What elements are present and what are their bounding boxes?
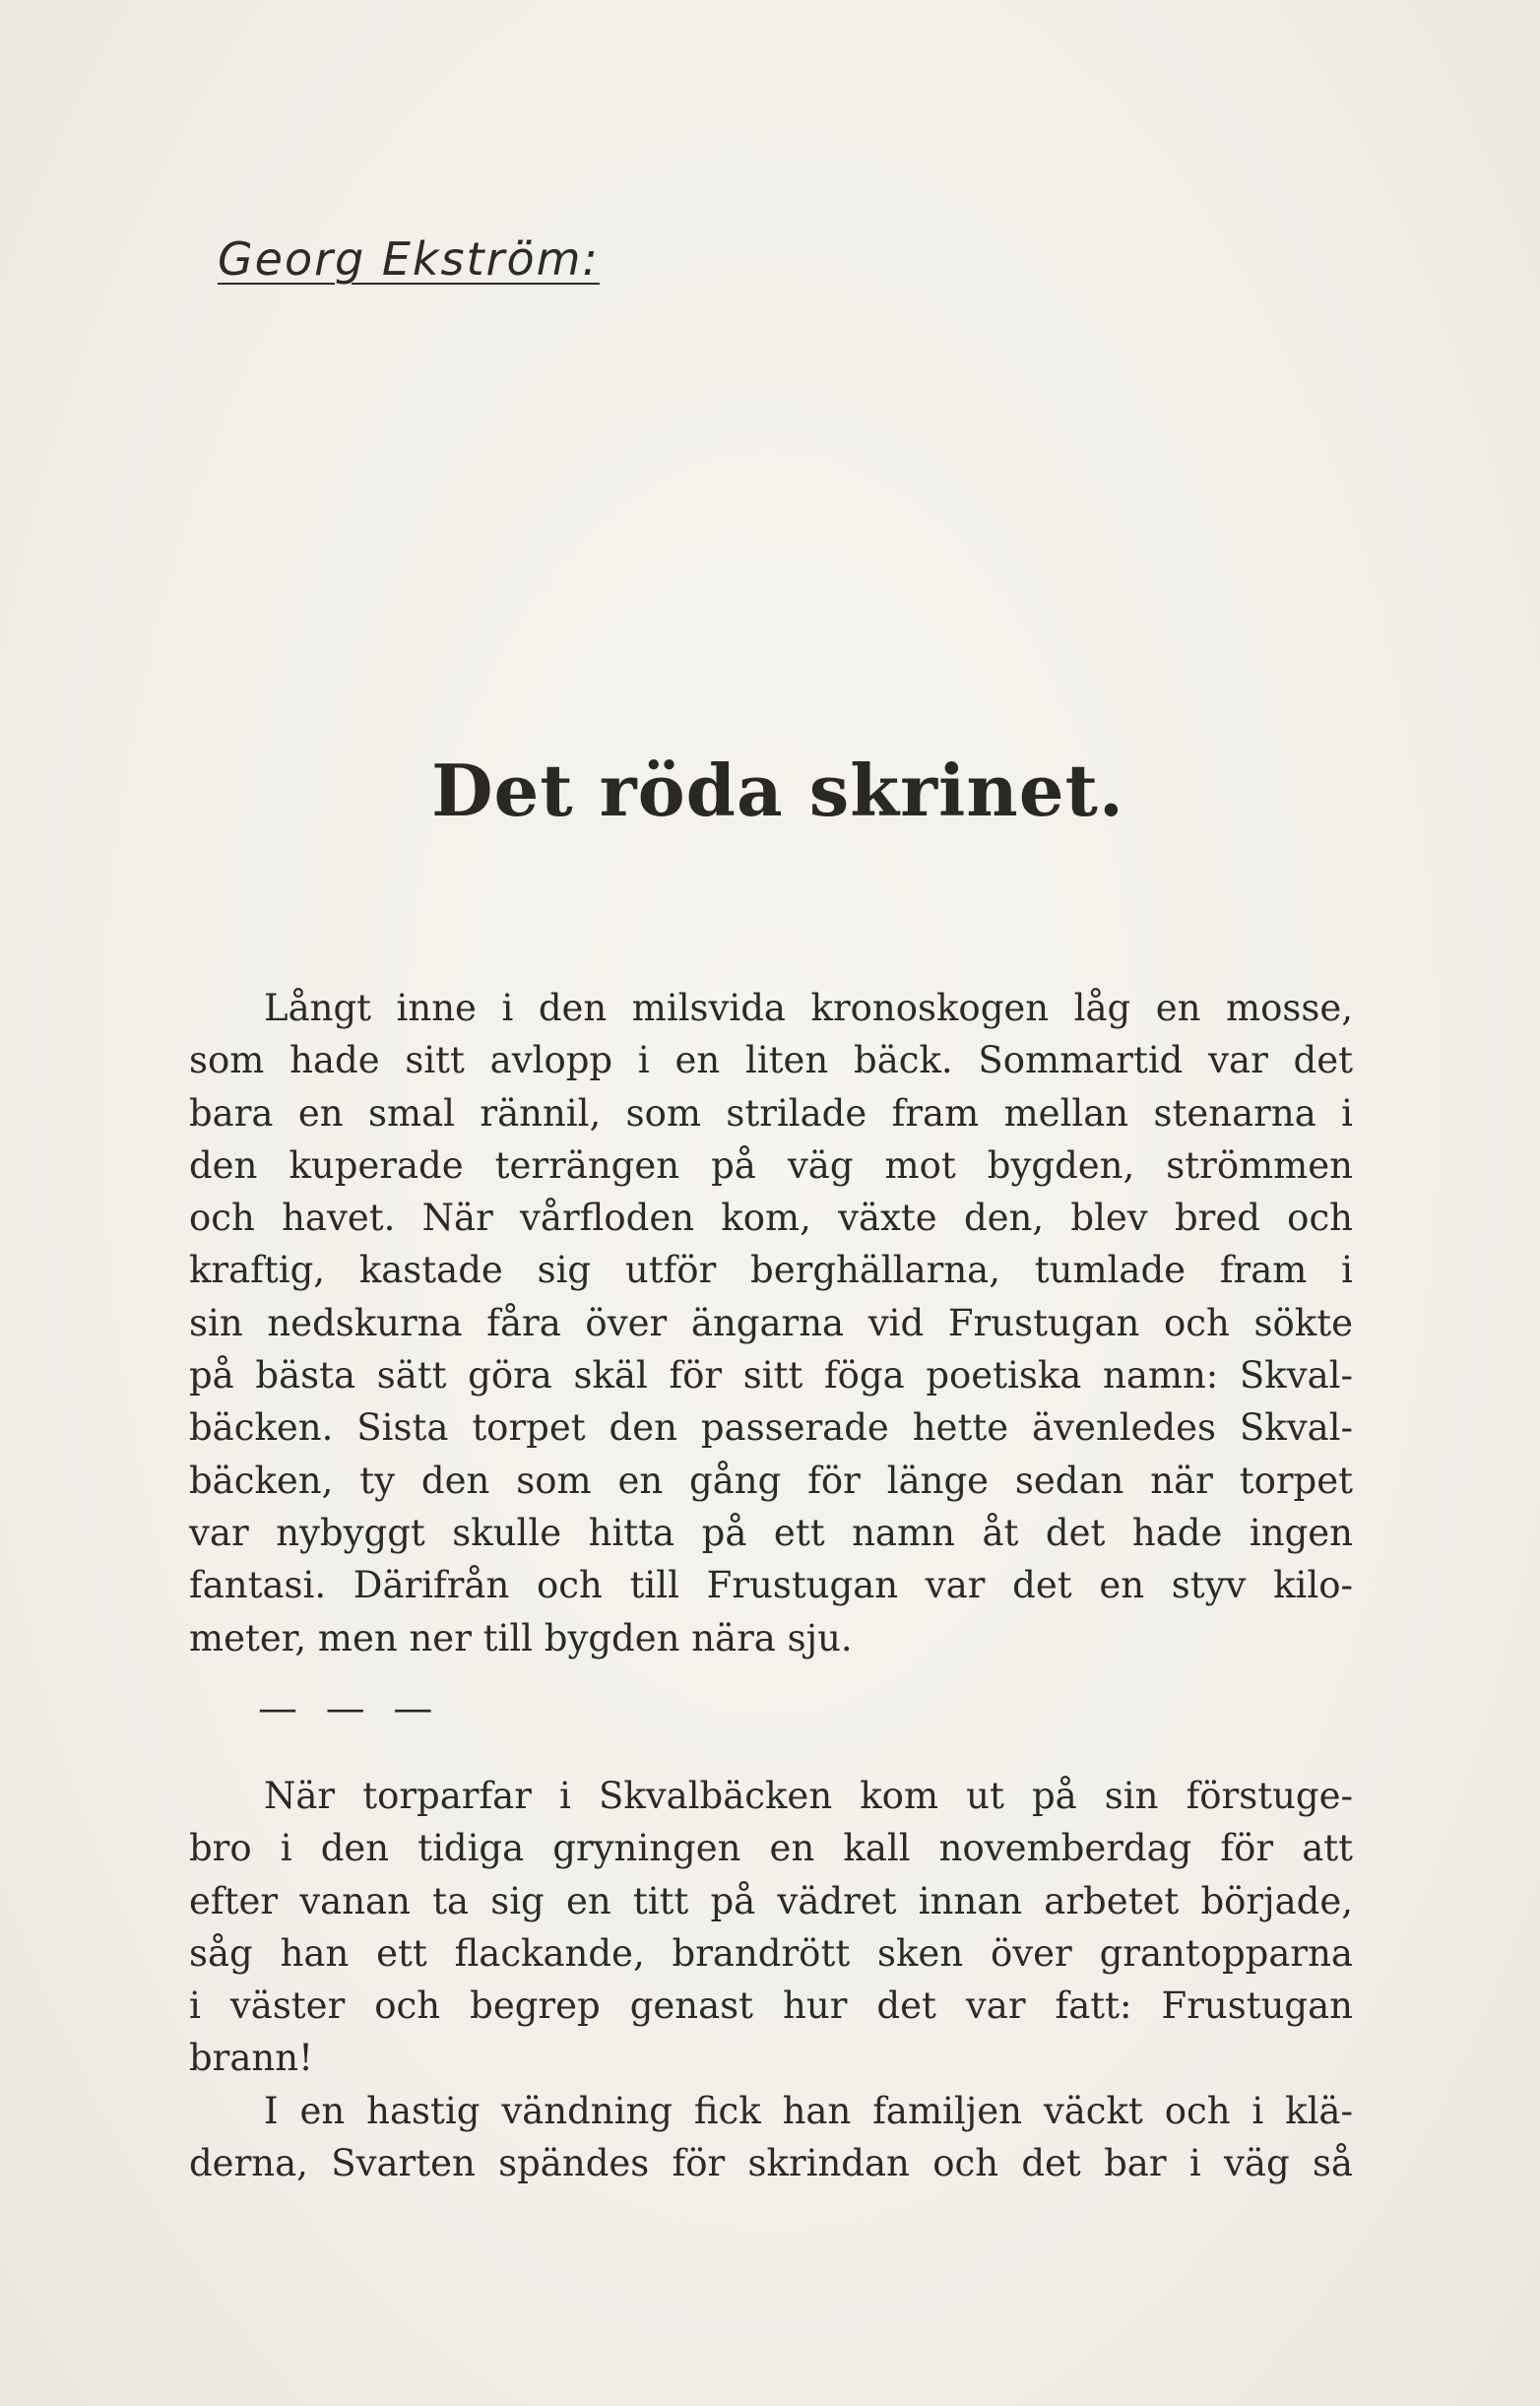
text-line: var nybyggt skulle hitta på ett namn åt det hade ingen <box>189 1511 1353 1554</box>
text-line: derna, Svarten spändes för skrindan och det bar i väg så <box>189 2142 1353 2185</box>
text-line: på bästa sätt göra skäl för sitt föga poetiska namn: Skval- <box>189 1354 1353 1398</box>
text-line: bro i den tidiga gryningen en kall novemberdag för att <box>189 1827 1353 1870</box>
text-line: fantasi. Därifrån och till Frustugan var det en styv kilo- <box>189 1564 1353 1607</box>
text-line: Långt inne i den milsvida kronoskogen låg en mosse, <box>264 987 1353 1029</box>
paragraph-2 <box>189 1770 1353 2085</box>
text-line: bara en smal rännil, som strilade fram mellan stenarna i <box>189 1091 1353 1135</box>
text-line: sin nedskurna fåra över ängarna vid Frustugan och sökte <box>189 1301 1353 1344</box>
text-line: såg han ett flackande, brandrött sken över grantopparna <box>189 1931 1353 1975</box>
text-line: och havet. När vårfloden kom, växte den, blev bred och <box>189 1197 1353 1240</box>
text-line: efter vanan ta sig en titt på vädret innan arbetet började, <box>189 1879 1353 1922</box>
author-name: Georg Ekström: <box>218 232 600 286</box>
paragraph-3 <box>189 2085 1353 2190</box>
section-separator: — — — <box>258 1686 441 1731</box>
text-line: brann! <box>189 2037 313 2080</box>
text-line: bäcken, ty den som en gång för länge sedan när torpet <box>189 1459 1353 1502</box>
text-line: i väster och begrep genast hur det var fatt: Frustugan <box>189 1984 1353 2028</box>
text-line: meter, men ner till bygden nära sju. <box>189 1616 853 1659</box>
paragraph-1 <box>189 982 1353 1664</box>
text-line: kraftig, kastade sig utför berghällarna, tumlade fram i <box>189 1249 1353 1292</box>
text-line: den kuperade terrängen på väg mot bygden, strömmen <box>189 1143 1353 1187</box>
text-line: som hade sitt avlopp i en liten bäck. Sommartid var det <box>189 1039 1353 1082</box>
story-title: Det röda skrinet. <box>431 748 1124 832</box>
text-line: När torparfar i Skvalbäcken kom ut på sin förstuge- <box>264 1775 1353 1817</box>
text-line: I en hastig vändning fick han familjen väckt och i klä- <box>264 2090 1353 2132</box>
text-line: bäcken. Sista torpet den passerade hette ävenledes Skval- <box>189 1406 1353 1450</box>
